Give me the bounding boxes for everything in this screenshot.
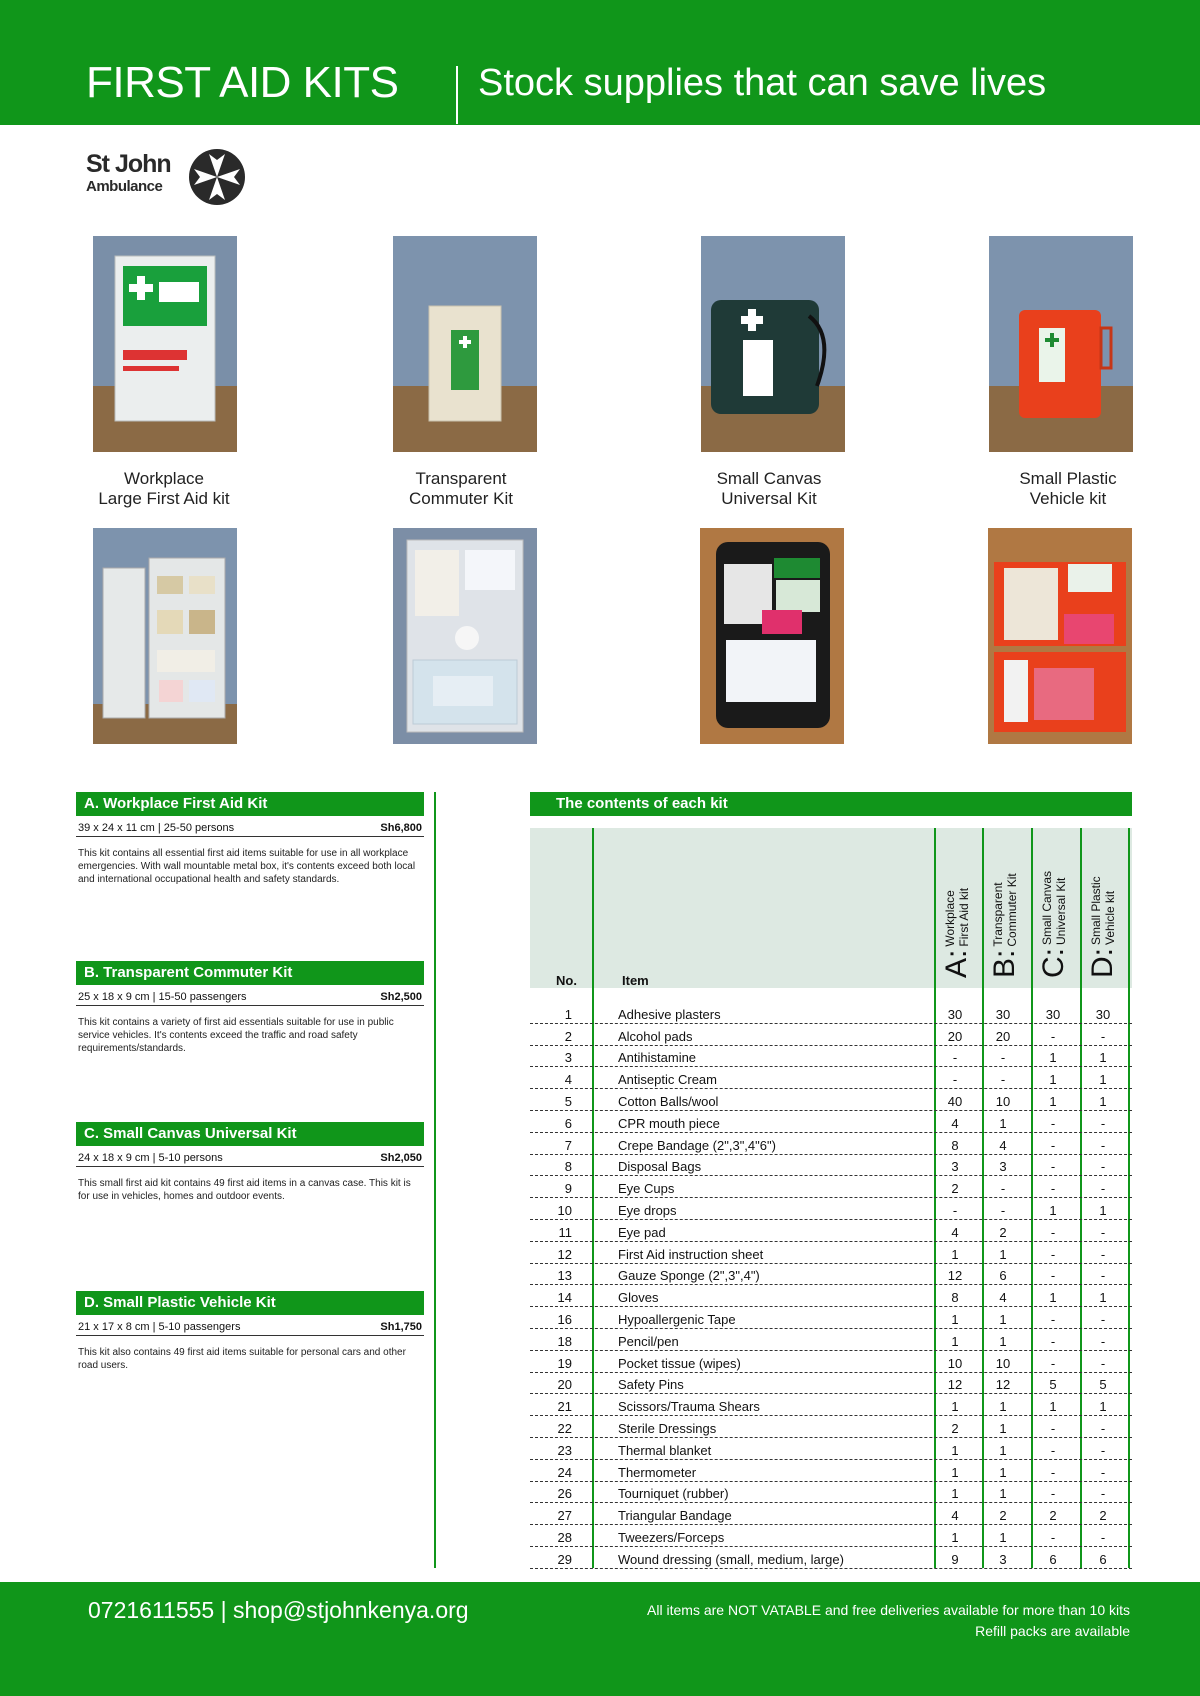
cell-no: 2 [564, 1028, 572, 1044]
cell-item: Pencil/pen [618, 1333, 679, 1349]
cell-item: Antihistamine [618, 1050, 697, 1066]
cell-c: - [1050, 1311, 1056, 1327]
table-row [530, 1547, 1132, 1569]
cell-d: - [1100, 1115, 1106, 1131]
kit-specs: 24 x 18 x 9 cm | 5-10 persons [78, 1152, 223, 1164]
cell-d: - [1100, 1464, 1106, 1480]
cell-d: 1 [1099, 1202, 1107, 1218]
cell-c: - [1050, 1246, 1056, 1262]
cell-d: - [1100, 1268, 1106, 1284]
cell-no: 29 [557, 1551, 572, 1567]
cell-d: - [1100, 1486, 1106, 1502]
table-row [530, 1089, 1132, 1111]
cell-b: - [1000, 1072, 1006, 1088]
maltese-cross-icon [188, 148, 246, 206]
column-header-no: No. [556, 973, 577, 988]
cell-b: - [1000, 1202, 1006, 1218]
cell-c: - [1050, 1464, 1056, 1480]
plastic-kit-photo [989, 236, 1133, 452]
kit-specs: 25 x 18 x 9 cm | 15-50 passengers [78, 991, 247, 1003]
column-header-kit-c [1037, 828, 1071, 978]
cell-c: 6 [1049, 1551, 1057, 1567]
vat-delivery-note: All items are NOT VATABLE and free deliveries available for more than 10 kits [647, 1602, 1130, 1618]
kit-specs-row [76, 1146, 424, 1167]
cell-c: 1 [1049, 1050, 1057, 1066]
cell-a: 1 [951, 1399, 959, 1415]
cell-d: - [1100, 1333, 1106, 1349]
kit-price: Sh2,500 [380, 991, 422, 1003]
cell-item: Thermometer [618, 1464, 697, 1480]
cell-item: Tweezers/Forceps [618, 1529, 725, 1545]
cell-item: Sterile Dressings [618, 1420, 717, 1436]
cell-c: 2 [1049, 1508, 1057, 1524]
header-banner [0, 0, 1200, 125]
cell-no: 7 [564, 1137, 572, 1153]
kit-d-section [76, 1291, 424, 1372]
cell-item: Eye drops [618, 1202, 677, 1218]
contact-info: 0721611555 | shop@stjohnkenya.org [88, 1597, 469, 1623]
cell-item: Wound dressing (small, medium, large) [618, 1551, 844, 1567]
kit-specs: 21 x 17 x 8 cm | 5-10 passengers [78, 1321, 241, 1333]
cell-no: 13 [557, 1268, 572, 1284]
cell-no: 16 [557, 1311, 572, 1327]
transparent-kit-open-photo [393, 528, 537, 744]
cell-c: 1 [1049, 1290, 1057, 1306]
cell-no: 26 [557, 1486, 572, 1502]
page-title: FIRST AID KITS [86, 58, 399, 107]
table-row [530, 1111, 1132, 1133]
cell-d: 1 [1099, 1290, 1107, 1306]
cell-item: Scissors/Trauma Shears [618, 1399, 760, 1415]
cell-item: Eye Cups [618, 1181, 675, 1197]
table-row [530, 1329, 1132, 1351]
cell-b: 3 [999, 1159, 1007, 1175]
cell-b: 6 [999, 1268, 1007, 1284]
refill-note: Refill packs are available [975, 1623, 1130, 1639]
caption-line-2: Commuter Kit [409, 489, 513, 508]
table-row [530, 1155, 1132, 1177]
cell-c: 5 [1049, 1377, 1057, 1393]
table-row [530, 1525, 1132, 1547]
kit-name-line-2: Universal Kit [1054, 877, 1068, 945]
kit-heading: B. Transparent Commuter Kit [76, 961, 424, 985]
cell-d: - [1100, 1246, 1106, 1262]
cell-d: - [1100, 1420, 1106, 1436]
cell-no: 5 [564, 1093, 572, 1109]
kit-name-line-1: Workplace [943, 890, 957, 947]
cell-b: 10 [995, 1093, 1011, 1109]
cell-b: 1 [999, 1486, 1007, 1502]
cell-item: First Aid instruction sheet [618, 1246, 764, 1262]
cell-d: 1 [1099, 1050, 1107, 1066]
cell-no: 14 [557, 1290, 572, 1306]
cell-item: Cotton Balls/wool [618, 1093, 719, 1109]
kit-b-section [76, 961, 424, 1055]
kit-heading: D. Small Plastic Vehicle Kit [76, 1291, 424, 1315]
kit-letter: D: [1086, 948, 1119, 978]
cell-no: 11 [558, 1224, 572, 1240]
cell-d: 1 [1099, 1093, 1107, 1109]
workplace-kit-open-photo [93, 528, 237, 744]
table-row [530, 1373, 1132, 1395]
cell-item: Pocket tissue (wipes) [618, 1355, 741, 1371]
cell-d: 1 [1099, 1072, 1107, 1088]
cell-c: 1 [1049, 1202, 1057, 1218]
cell-c: - [1050, 1115, 1056, 1131]
cell-item: Gauze Sponge (2",3",4") [618, 1268, 760, 1284]
cell-d: 2 [1099, 1508, 1107, 1524]
caption-line-2: Universal Kit [721, 489, 817, 508]
cell-no: 23 [557, 1442, 572, 1458]
cell-b: 1 [999, 1442, 1007, 1458]
column-header-kit-b [988, 828, 1022, 978]
cell-b: 12 [995, 1377, 1011, 1393]
cell-c: 1 [1049, 1072, 1057, 1088]
cell-a: 1 [951, 1333, 959, 1349]
cell-no: 28 [557, 1529, 572, 1545]
cell-c: - [1050, 1442, 1056, 1458]
cell-item: Eye pad [618, 1224, 666, 1240]
cell-item: Disposal Bags [618, 1159, 702, 1175]
kit-description: This kit also contains 49 first aid items suitable for personal cars and other road users. [78, 1347, 406, 1371]
cell-c: - [1050, 1333, 1056, 1349]
cell-c: - [1050, 1355, 1056, 1371]
caption-line-1: Transparent [415, 469, 507, 488]
cell-a: 1 [951, 1442, 959, 1458]
cell-c: - [1050, 1181, 1056, 1197]
cell-b: 1 [999, 1115, 1007, 1131]
cell-b: 1 [999, 1333, 1007, 1349]
cell-no: 22 [557, 1420, 572, 1436]
cell-c: - [1050, 1028, 1056, 1044]
table-row [530, 1351, 1132, 1373]
cell-b: 1 [999, 1246, 1007, 1262]
cell-item: Tourniquet (rubber) [618, 1486, 729, 1502]
cell-no: 27 [557, 1508, 572, 1524]
cell-d: - [1100, 1224, 1106, 1240]
cell-b: 1 [999, 1464, 1007, 1480]
cell-a: 30 [947, 1006, 963, 1022]
kit-specs-row [76, 1315, 424, 1336]
cell-no: 20 [557, 1377, 572, 1393]
cell-b: 1 [999, 1529, 1007, 1545]
table-row [530, 1264, 1132, 1286]
cell-d: - [1100, 1311, 1106, 1327]
cell-d: - [1100, 1159, 1106, 1175]
cell-no: 8 [564, 1159, 572, 1175]
column-divider [434, 792, 436, 1568]
kit-heading: C. Small Canvas Universal Kit [76, 1122, 424, 1146]
kit-name-line-1: Small Canvas [1040, 870, 1054, 945]
cell-c: 1 [1049, 1093, 1057, 1109]
kit-name-line-2: Vehicle kit [1103, 890, 1117, 945]
cell-no: 19 [557, 1355, 572, 1371]
cell-b: - [1000, 1181, 1006, 1197]
column-header-item: Item [622, 973, 649, 988]
kit-letter: A: [940, 949, 973, 978]
cell-no: 9 [564, 1181, 572, 1197]
kit-specs: 39 x 24 x 11 cm | 25-50 persons [78, 822, 235, 834]
cell-no: 10 [557, 1202, 572, 1218]
cell-c: - [1050, 1137, 1056, 1153]
table-row [530, 1394, 1132, 1416]
cell-a: 1 [951, 1311, 959, 1327]
cell-a: 1 [951, 1486, 959, 1502]
kit-name-line-2: Commuter Kit [1005, 873, 1019, 947]
cell-no: 21 [557, 1399, 572, 1415]
cell-a: 40 [947, 1093, 963, 1109]
kit-a-section [76, 792, 424, 886]
cell-d: - [1100, 1028, 1106, 1044]
cell-a: 8 [951, 1137, 959, 1153]
cell-item: Hypoallergenic Tape [618, 1311, 736, 1327]
kit-name-line-1: Small Plastic [1089, 876, 1103, 945]
cell-b: 1 [999, 1420, 1007, 1436]
cell-b: 3 [999, 1551, 1007, 1567]
logo-line-2: Ambulance [86, 178, 163, 195]
plastic-kit-open-photo [988, 528, 1132, 744]
cell-a: 10 [947, 1355, 963, 1371]
table-row [530, 1024, 1132, 1046]
page-subtitle: Stock supplies that can save lives [478, 62, 1047, 104]
table-row [530, 1220, 1132, 1242]
cell-no: 24 [557, 1464, 572, 1480]
cell-a: - [952, 1072, 958, 1088]
cell-b: 10 [995, 1355, 1011, 1371]
kit-description: This kit contains all essential first aid items suitable for use in all workplace emergencies. With wall mountable metal box, it's contents exceed both local and international occupational health and safety standards. [78, 848, 416, 885]
cell-a: 2 [951, 1420, 959, 1436]
table-row [530, 1198, 1132, 1220]
cell-d: - [1100, 1137, 1106, 1153]
cell-b: 1 [999, 1311, 1007, 1327]
kit-heading: A. Workplace First Aid Kit [76, 792, 424, 816]
cell-b: 2 [999, 1508, 1007, 1524]
cell-a: 4 [951, 1508, 959, 1524]
table-row [530, 1176, 1132, 1198]
cell-no: 6 [564, 1115, 572, 1131]
st-john-logo [86, 148, 256, 206]
logo-wordmark [86, 152, 186, 194]
contents-table-body [530, 1002, 1132, 1569]
cell-c: - [1050, 1268, 1056, 1284]
caption-line-1: Small Plastic [1019, 469, 1117, 488]
cell-a: 8 [951, 1290, 959, 1306]
cell-a: 9 [951, 1551, 959, 1567]
cell-d: - [1100, 1442, 1106, 1458]
cell-no: 1 [564, 1006, 572, 1022]
cell-d: 6 [1099, 1551, 1107, 1567]
cell-a: 2 [951, 1181, 959, 1197]
cell-a: - [952, 1050, 958, 1066]
caption-line-1: Workplace [124, 469, 204, 488]
table-row [530, 1438, 1132, 1460]
cell-no: 4 [564, 1072, 572, 1088]
cell-item: Crepe Bandage (2",3",4"6") [618, 1137, 776, 1153]
cell-no: 3 [564, 1050, 572, 1066]
cell-c: - [1050, 1224, 1056, 1240]
cell-d: - [1100, 1529, 1106, 1545]
canvas-kit-photo [701, 236, 845, 452]
kit-letter: B: [988, 949, 1021, 978]
kit-price: Sh6,800 [380, 822, 422, 834]
cell-d: 30 [1095, 1006, 1111, 1022]
table-row [530, 1460, 1132, 1482]
table-row [530, 1482, 1132, 1504]
table-row [530, 1067, 1132, 1089]
kit-letter: C: [1037, 948, 1070, 978]
cell-a: 1 [951, 1529, 959, 1545]
cell-a: 3 [951, 1159, 959, 1175]
table-row [530, 1416, 1132, 1438]
workplace-kit-photo [93, 236, 237, 452]
cell-b: 20 [995, 1028, 1011, 1044]
caption-line-2: Vehicle kit [1029, 489, 1107, 508]
cell-d: 1 [1099, 1399, 1107, 1415]
table-row [530, 1285, 1132, 1307]
caption-transparent-kit [356, 469, 566, 509]
cell-c: - [1050, 1420, 1056, 1436]
kit-price: Sh2,050 [380, 1152, 422, 1164]
kit-name-line-2: First Aid kit [957, 887, 971, 947]
cell-item: Triangular Bandage [618, 1508, 732, 1524]
cell-item: Alcohol pads [618, 1028, 693, 1044]
cell-b: 4 [999, 1290, 1007, 1306]
cell-d: - [1100, 1355, 1106, 1371]
cell-no: 18 [557, 1333, 572, 1349]
cell-item: CPR mouth piece [618, 1115, 720, 1131]
title-divider [456, 66, 458, 124]
kit-description: This small first aid kit contains 49 first aid items in a canvas case. This kit is for use in vehicles, homes and outdoor events. [78, 1178, 411, 1202]
cell-c: 30 [1045, 1006, 1061, 1022]
cell-a: 1 [951, 1246, 959, 1262]
cell-d: - [1100, 1181, 1106, 1197]
table-row [530, 1503, 1132, 1525]
canvas-kit-open-photo [700, 528, 844, 744]
caption-canvas-kit [664, 469, 874, 509]
cell-d: 5 [1099, 1377, 1107, 1393]
cell-item: Thermal blanket [618, 1442, 712, 1458]
cell-a: 20 [947, 1028, 963, 1044]
table-row [530, 1046, 1132, 1068]
transparent-kit-photo [393, 236, 537, 452]
footer-banner [0, 1582, 1200, 1696]
cell-b: 1 [999, 1399, 1007, 1415]
cell-b: - [1000, 1050, 1006, 1066]
caption-plastic-kit [963, 469, 1173, 509]
cell-b: 4 [999, 1137, 1007, 1153]
cell-a: 12 [947, 1377, 963, 1393]
cell-c: - [1050, 1159, 1056, 1175]
column-header-kit-a [940, 828, 974, 978]
cell-item: Antiseptic Cream [618, 1072, 717, 1088]
kit-name-line-1: Transparent [991, 882, 1005, 947]
kit-specs-row [76, 985, 424, 1006]
cell-c: - [1050, 1486, 1056, 1502]
table-row [530, 1002, 1132, 1024]
cell-a: 4 [951, 1115, 959, 1131]
kit-specs-row [76, 816, 424, 837]
cell-item: Adhesive plasters [618, 1006, 721, 1022]
table-row [530, 1133, 1132, 1155]
cell-item: Gloves [618, 1290, 659, 1306]
cell-a: 12 [947, 1268, 963, 1284]
kit-description: This kit contains a variety of first aid essentials suitable for use in public service vehicles. It's contents exceed the traffic and road safety requirements/standards. [78, 1017, 394, 1054]
table-row [530, 1242, 1132, 1264]
table-row [530, 1307, 1132, 1329]
cell-c: - [1050, 1529, 1056, 1545]
caption-line-1: Small Canvas [716, 469, 822, 488]
contents-heading: The contents of each kit [530, 792, 1132, 816]
kit-c-section [76, 1122, 424, 1203]
cell-b: 30 [995, 1006, 1011, 1022]
cell-a: 4 [951, 1224, 959, 1240]
kit-price: Sh1,750 [380, 1321, 422, 1333]
logo-line-1: St John [86, 150, 171, 178]
cell-item: Safety Pins [618, 1377, 684, 1393]
caption-workplace-kit [59, 469, 269, 509]
cell-c: 1 [1049, 1399, 1057, 1415]
cell-b: 2 [999, 1224, 1007, 1240]
caption-line-2: Large First Aid kit [98, 489, 230, 508]
cell-no: 12 [557, 1246, 572, 1262]
cell-a: 1 [951, 1464, 959, 1480]
column-header-kit-d [1086, 828, 1120, 978]
cell-a: - [952, 1202, 958, 1218]
